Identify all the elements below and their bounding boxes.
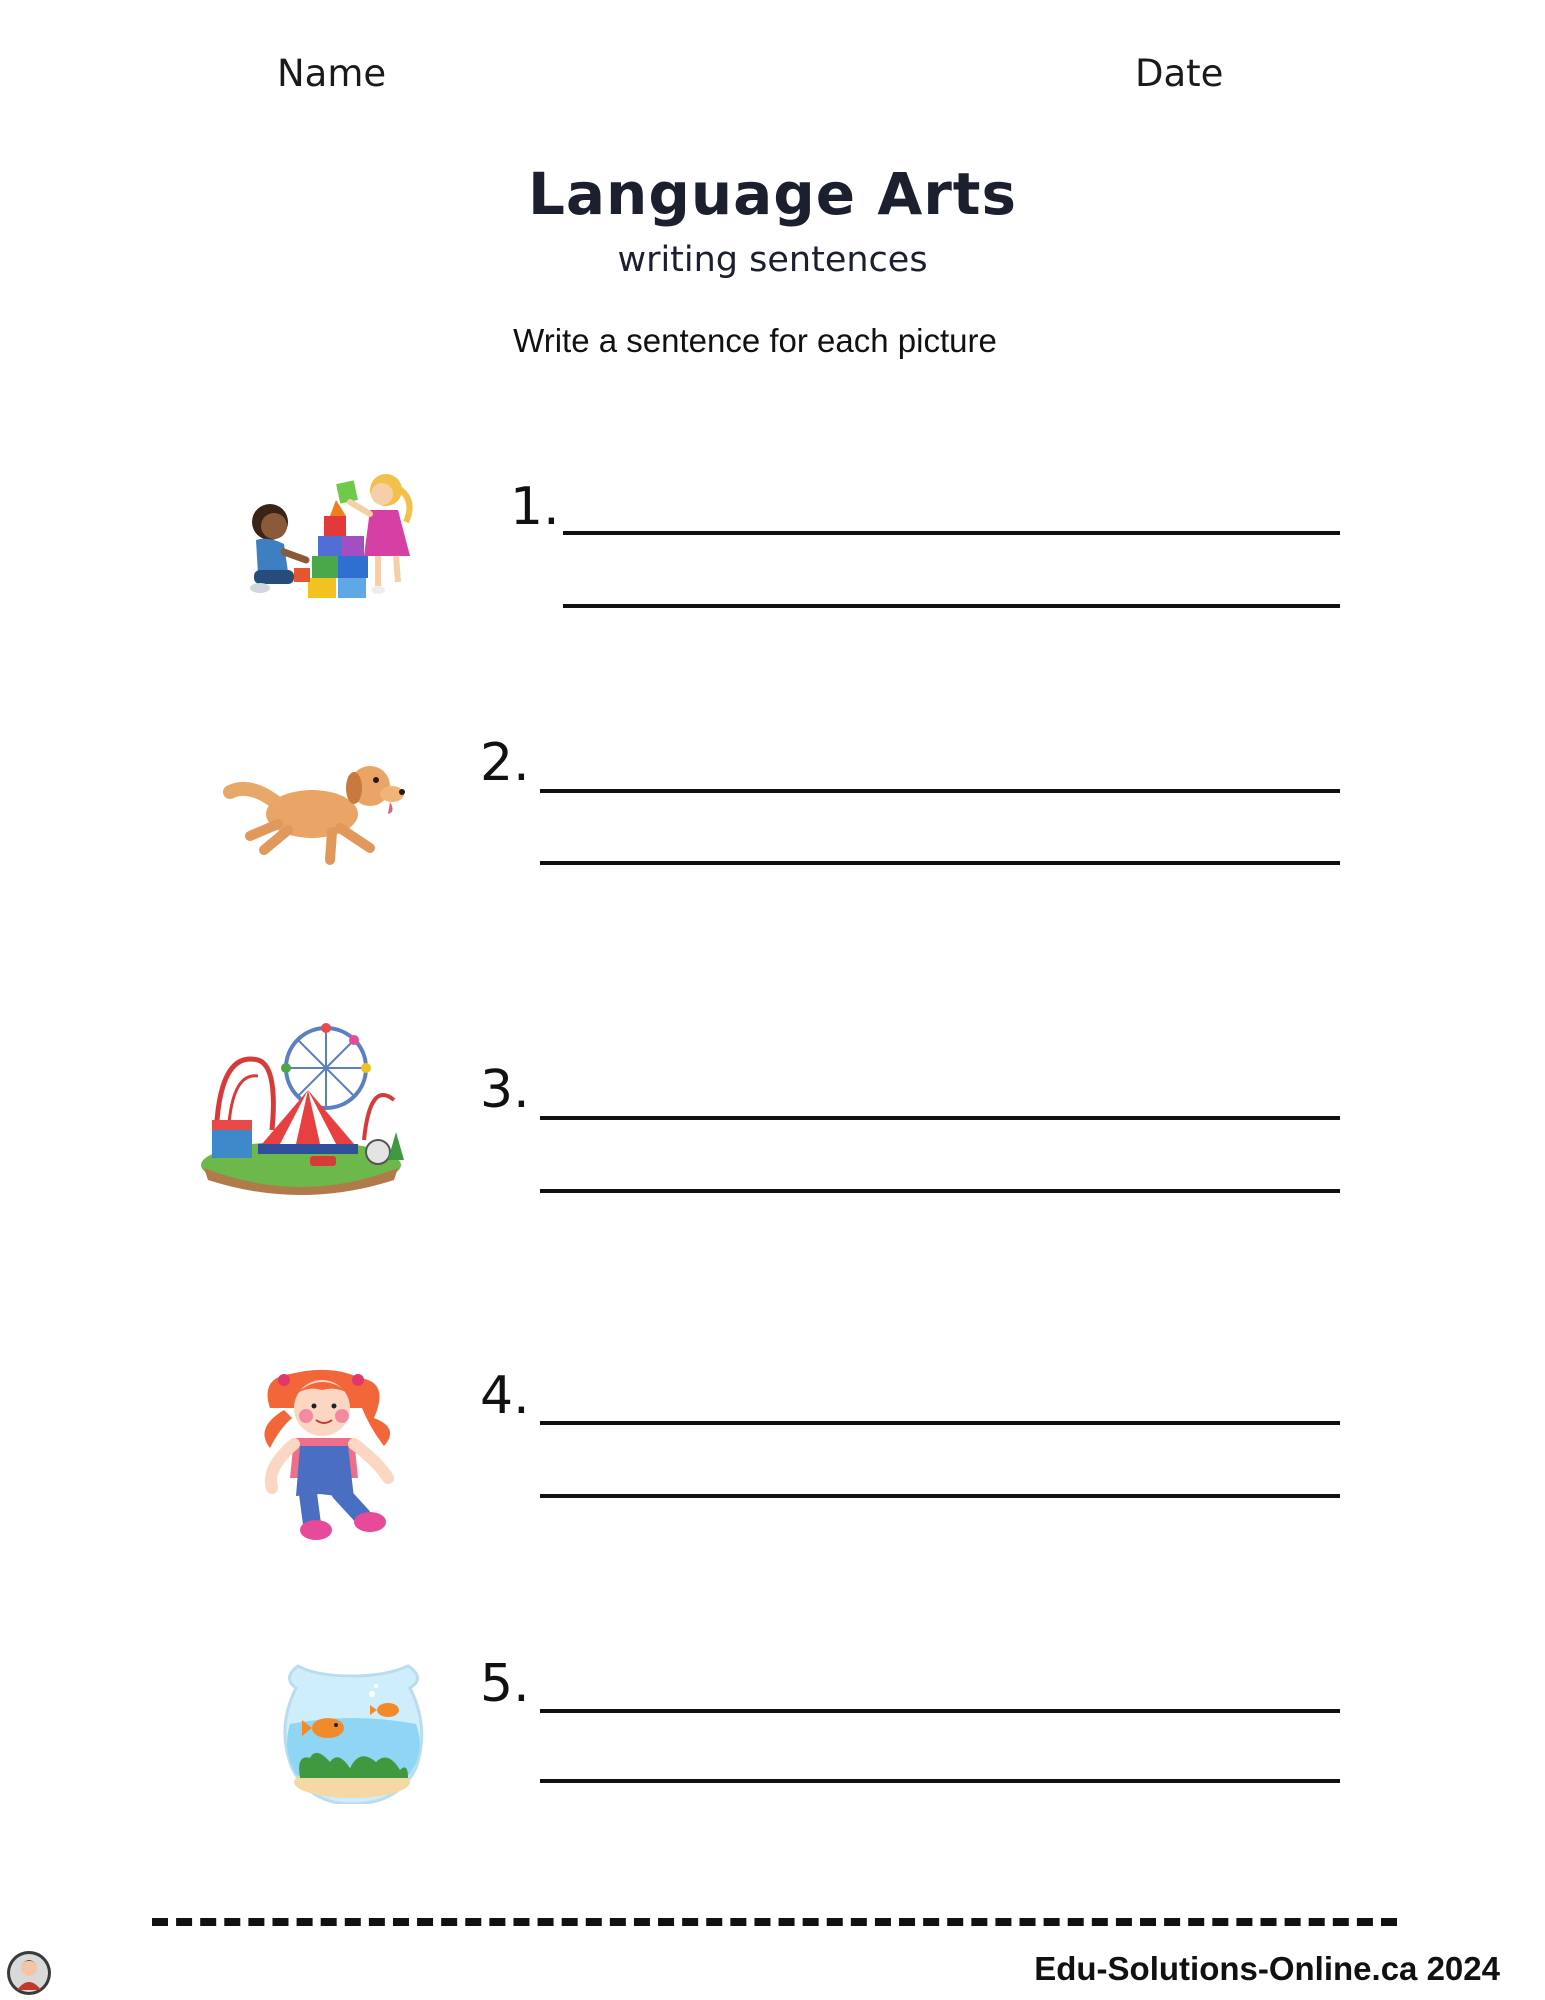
children-building-blocks-illustration (238, 460, 428, 600)
item-number-2: 2. (480, 733, 530, 793)
item-number-5: 5. (480, 1654, 530, 1714)
answer-line[interactable] (540, 1709, 1340, 1713)
answer-line[interactable] (540, 1494, 1340, 1498)
answer-line[interactable] (540, 1116, 1340, 1120)
fishbowl-illustration (276, 1658, 430, 1804)
name-label: Name (277, 52, 387, 95)
answer-line[interactable] (540, 1421, 1340, 1425)
answer-line[interactable] (540, 789, 1340, 793)
item-number-1: 1. (510, 477, 560, 537)
running-dog-illustration (220, 752, 410, 872)
date-label: Date (1135, 52, 1224, 95)
page-subtitle: writing sentences (617, 240, 928, 280)
instruction-text: Write a sentence for each picture (513, 322, 997, 359)
answer-line[interactable] (540, 861, 1340, 865)
item-number-4: 4. (480, 1366, 530, 1426)
answer-line[interactable] (563, 604, 1340, 608)
rag-doll-illustration (250, 1368, 410, 1543)
page-title: Language Arts (527, 160, 1018, 228)
answer-line[interactable] (540, 1189, 1340, 1193)
dashed-divider (152, 1918, 1397, 1926)
item-number-3: 3. (480, 1060, 530, 1120)
amusement-park-illustration (198, 1020, 404, 1195)
footer-credit: Edu-Solutions-Online.ca 2024 (1034, 1950, 1500, 1987)
teacher-avatar-logo (6, 1950, 52, 1996)
answer-line[interactable] (540, 1779, 1340, 1783)
answer-line[interactable] (563, 531, 1340, 535)
